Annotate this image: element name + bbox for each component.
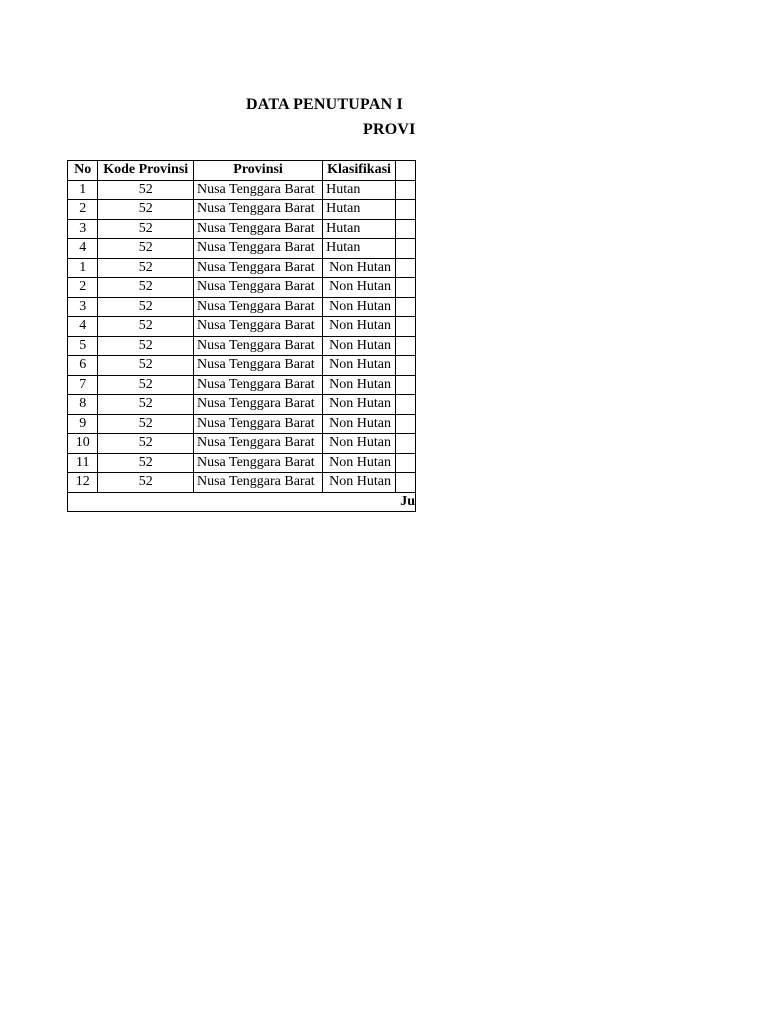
cell-klasifikasi: Hutan: [323, 180, 396, 200]
cell-no: 8: [68, 395, 98, 415]
data-table: [67, 160, 416, 512]
table-row: [68, 278, 416, 298]
cell-provinsi: Nusa Tenggara Barat: [193, 434, 322, 454]
document-title-line-1: DATA PENUTUPAN I: [246, 96, 403, 113]
cell-provinsi: Nusa Tenggara Barat: [193, 200, 322, 220]
cell-clipped: [395, 414, 415, 434]
cell-provinsi: Nusa Tenggara Barat: [193, 278, 322, 298]
table-row: [68, 395, 416, 415]
cell-klasifikasi: Non Hutan: [323, 336, 396, 356]
table-body: [68, 180, 416, 492]
cell-no: 10: [68, 434, 98, 454]
cell-no: 9: [68, 414, 98, 434]
cell-clipped: [395, 219, 415, 239]
cell-kode-provinsi: 52: [98, 453, 194, 473]
cell-provinsi: Nusa Tenggara Barat: [193, 473, 322, 493]
cell-no: 2: [68, 200, 98, 220]
cell-klasifikasi: Hutan: [323, 200, 396, 220]
cell-kode-provinsi: 52: [98, 356, 194, 376]
cell-provinsi: Nusa Tenggara Barat: [193, 239, 322, 259]
cell-kode-provinsi: 52: [98, 473, 194, 493]
cell-kode-provinsi: 52: [98, 297, 194, 317]
cell-provinsi: Nusa Tenggara Barat: [193, 453, 322, 473]
total-label: Ju: [68, 492, 416, 512]
cell-no: 1: [68, 258, 98, 278]
cell-klasifikasi: Non Hutan: [323, 375, 396, 395]
cell-provinsi: Nusa Tenggara Barat: [193, 219, 322, 239]
cell-kode-provinsi: 52: [98, 336, 194, 356]
cell-provinsi: Nusa Tenggara Barat: [193, 356, 322, 376]
cell-kode-provinsi: 52: [98, 434, 194, 454]
header-provinsi: Provinsi: [193, 161, 322, 181]
cell-no: 7: [68, 375, 98, 395]
table-row: [68, 473, 416, 493]
header-no: No: [68, 161, 98, 181]
cell-klasifikasi: Non Hutan: [323, 258, 396, 278]
cell-klasifikasi: Non Hutan: [323, 317, 396, 337]
cell-clipped: [395, 200, 415, 220]
cell-clipped: [395, 180, 415, 200]
cell-provinsi: Nusa Tenggara Barat: [193, 375, 322, 395]
cell-provinsi: Nusa Tenggara Barat: [193, 317, 322, 337]
cell-clipped: [395, 395, 415, 415]
table-row: [68, 414, 416, 434]
cell-kode-provinsi: 52: [98, 278, 194, 298]
cell-kode-provinsi: 52: [98, 180, 194, 200]
cell-kode-provinsi: 52: [98, 414, 194, 434]
cell-provinsi: Nusa Tenggara Barat: [193, 336, 322, 356]
cell-kode-provinsi: 52: [98, 200, 194, 220]
table-row: [68, 200, 416, 220]
header-klasifikasi: Klasifikasi: [323, 161, 396, 181]
cell-no: 12: [68, 473, 98, 493]
cell-kode-provinsi: 52: [98, 317, 194, 337]
cell-no: 11: [68, 453, 98, 473]
table-row: [68, 180, 416, 200]
cell-klasifikasi: Hutan: [323, 239, 396, 259]
cell-no: 2: [68, 278, 98, 298]
cell-clipped: [395, 375, 415, 395]
cell-provinsi: Nusa Tenggara Barat: [193, 258, 322, 278]
cell-klasifikasi: Non Hutan: [323, 395, 396, 415]
cell-no: 4: [68, 239, 98, 259]
table-row: [68, 453, 416, 473]
cell-klasifikasi: Non Hutan: [323, 297, 396, 317]
header-kode-provinsi: Kode Provinsi: [98, 161, 194, 181]
cell-no: 6: [68, 356, 98, 376]
cell-clipped: [395, 453, 415, 473]
table-row: [68, 336, 416, 356]
cell-klasifikasi: Non Hutan: [323, 473, 396, 493]
cell-clipped: [395, 258, 415, 278]
table-row: [68, 317, 416, 337]
cell-klasifikasi: Non Hutan: [323, 453, 396, 473]
table-header-row: [68, 161, 416, 181]
table-row: [68, 297, 416, 317]
cell-kode-provinsi: 52: [98, 375, 194, 395]
cell-provinsi: Nusa Tenggara Barat: [193, 395, 322, 415]
cell-clipped: [395, 317, 415, 337]
cell-klasifikasi: Non Hutan: [323, 278, 396, 298]
cell-kode-provinsi: 52: [98, 239, 194, 259]
table-row: [68, 219, 416, 239]
table-row: [68, 434, 416, 454]
cell-provinsi: Nusa Tenggara Barat: [193, 297, 322, 317]
cell-clipped: [395, 239, 415, 259]
cell-clipped: [395, 297, 415, 317]
cell-no: 1: [68, 180, 98, 200]
table-row: [68, 356, 416, 376]
cell-no: 4: [68, 317, 98, 337]
cell-clipped: [395, 278, 415, 298]
cell-clipped: [395, 473, 415, 493]
cell-klasifikasi: Non Hutan: [323, 356, 396, 376]
cell-klasifikasi: Non Hutan: [323, 414, 396, 434]
header-clipped-column: [395, 161, 415, 181]
cell-kode-provinsi: 52: [98, 219, 194, 239]
cell-no: 3: [68, 219, 98, 239]
cell-provinsi: Nusa Tenggara Barat: [193, 414, 322, 434]
total-row: [68, 492, 416, 512]
cell-clipped: [395, 336, 415, 356]
table-row: [68, 239, 416, 259]
table-row: [68, 258, 416, 278]
cell-clipped: [395, 434, 415, 454]
cell-no: 3: [68, 297, 98, 317]
cell-kode-provinsi: 52: [98, 395, 194, 415]
cell-clipped: [395, 356, 415, 376]
table-row: [68, 375, 416, 395]
cell-klasifikasi: Hutan: [323, 219, 396, 239]
cell-klasifikasi: Non Hutan: [323, 434, 396, 454]
cell-no: 5: [68, 336, 98, 356]
document-title-line-2: PROVI: [363, 121, 416, 138]
cell-provinsi: Nusa Tenggara Barat: [193, 180, 322, 200]
cell-kode-provinsi: 52: [98, 258, 194, 278]
